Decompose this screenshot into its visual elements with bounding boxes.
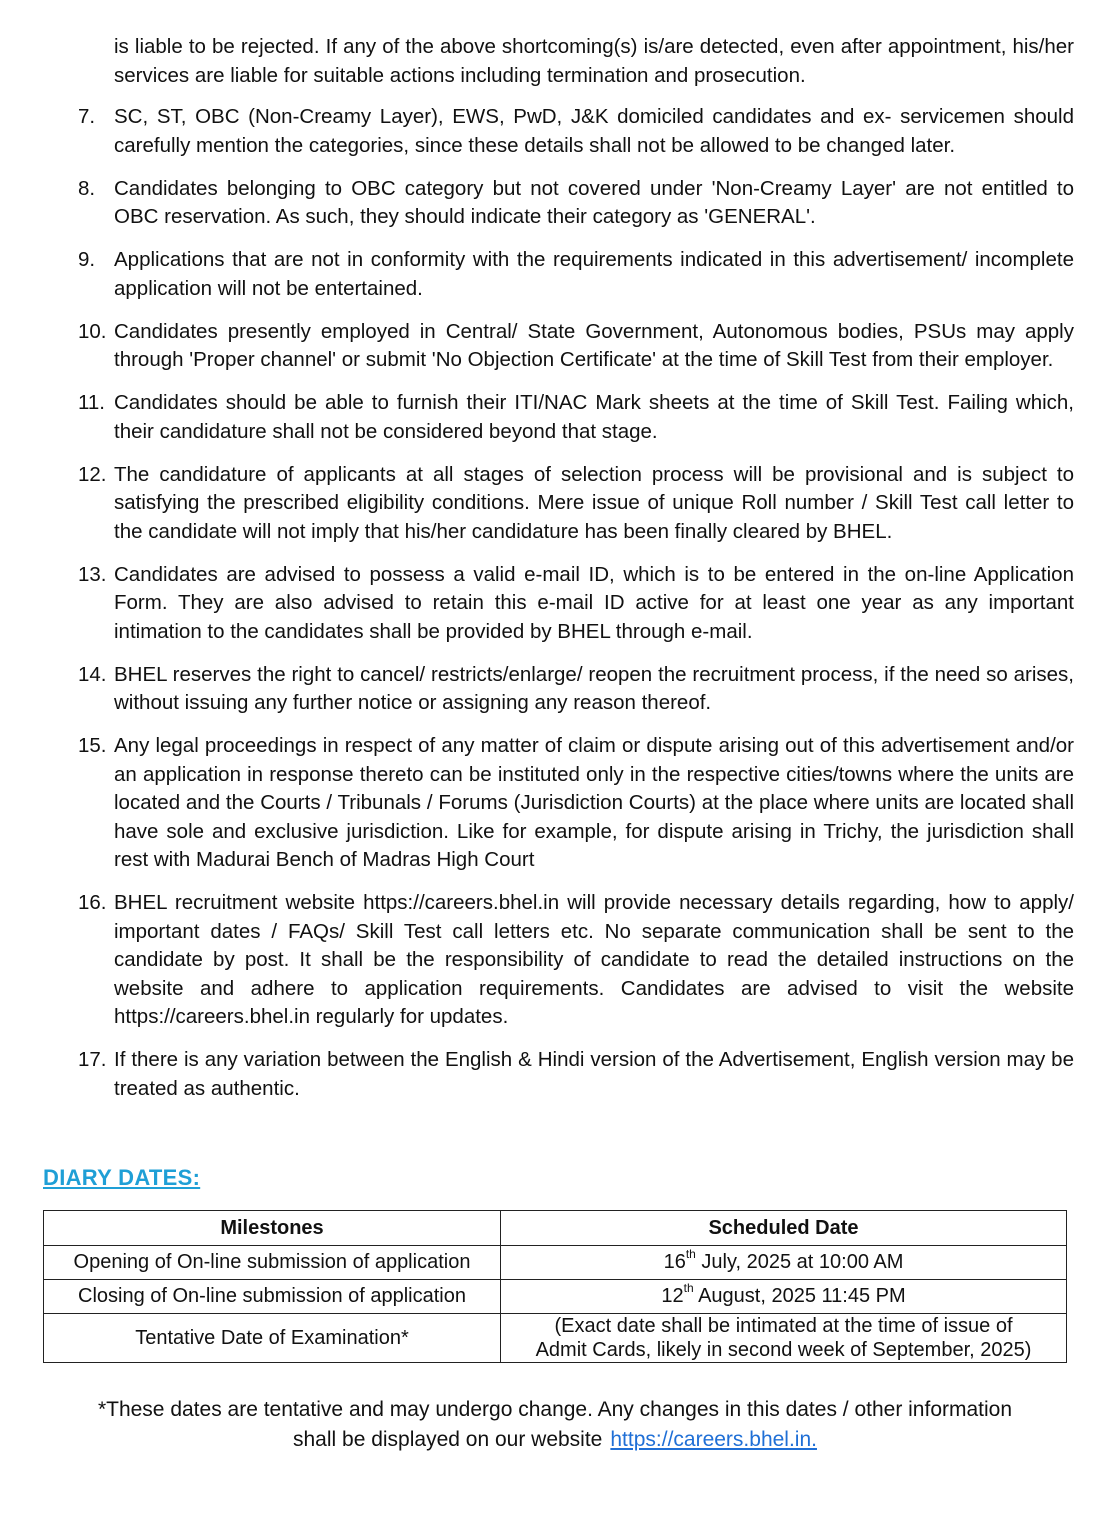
item-text: If there is any variation between the English & Hindi version of the Advertisement, English version may be treated as authentic.: [114, 1048, 1074, 1100]
item-text: BHEL reserves the right to cancel/ restricts/enlarge/ reopen the recruitment process, if the need so arises, without issuing any further notice or assigning any reason thereof.: [114, 662, 1074, 714]
intro-paragraph: is liable to be rejected. If any of the above shortcoming(s) is/are detected, even after appointment, his/her services are liable for suitable actions including termination and prosecution.: [114, 35, 1074, 87]
item-number: 16.: [78, 891, 107, 914]
date-day: 16: [663, 1251, 686, 1273]
table-row: [44, 1314, 1067, 1363]
item-text: BHEL recruitment website https://careers.bhel.in will provide necessary details regarding, how to apply/ important dates / FAQs/ Skill Test call letters etc. No separate communication shall be sent to the candidate by post. It shall be the responsibility of candidate to read the detailed instructions on the website and adhere to application requirements. Candidates are advised to visit the website https://careers.bhel.in regularly for updates.: [114, 891, 1074, 1028]
item-text: Applications that are not in conformity with the requirements indicated in this advertisement/ incomplete application will not be entertained.: [114, 248, 1074, 300]
table-row: [44, 1246, 1067, 1280]
date-cell: [501, 1314, 1067, 1363]
footnote: [43, 1395, 1067, 1455]
item-text: Candidates belonging to OBC category but not covered under 'Non-Creamy Layer' are not entitled to OBC reservation. As such, they should indicate their category as 'GENERAL'.: [114, 176, 1074, 228]
date-rest: August, 2025 11:45 PM: [693, 1285, 906, 1307]
list-item: [78, 318, 1074, 375]
item-text: The candidature of applicants at all stages of selection process will be provisional and is subject to satisfying the prescribed eligibility conditions. Mere issue of unique Roll number / Skill Test call letter to the candidate will not imply that his/her candidature has been finally cleared by BHEL.: [114, 462, 1074, 543]
website-link[interactable]: https://careers.bhel.in.: [610, 1428, 817, 1451]
milestone-cell: Tentative Date of Examination*: [44, 1314, 501, 1363]
table-row: [44, 1280, 1067, 1314]
scheduled-date-header: Scheduled Date: [501, 1211, 1067, 1246]
table-header-row: [44, 1211, 1067, 1246]
item-text: Candidates are advised to possess a valid e-mail ID, which is to be entered in the on-line Application Form. They are also advised to retain this e-mail ID active for at least one year as any important intimation to the candidates shall be provided by BHEL through e-mail.: [114, 562, 1074, 643]
date-cell: [501, 1246, 1067, 1280]
footnote-line: *These dates are tentative and may undergo change. Any changes in this dates / other information: [97, 1398, 1013, 1421]
date-line: Admit Cards, likely in second week of September, 2025): [535, 1339, 1032, 1361]
item-number: 12.: [78, 462, 107, 486]
date-ordinal: th: [683, 1281, 694, 1296]
list-item: [78, 389, 1074, 446]
list-item: [78, 661, 1074, 718]
list-item: [78, 561, 1074, 647]
milestone-cell: Closing of On-line submission of application: [44, 1280, 501, 1314]
list-item: [78, 246, 1074, 303]
item-number: 14.: [78, 662, 107, 686]
date-cell: [501, 1280, 1067, 1314]
item-text: SC, ST, OBC (Non-Creamy Layer), EWS, PwD, J&K domiciled candidates and ex- servicemen should carefully mention the categories, since these details shall not be allowed to be changed later.: [114, 105, 1074, 157]
item-number: 8.: [78, 176, 96, 200]
item-number: 11.: [78, 391, 105, 414]
item-number: 10.: [78, 319, 107, 343]
list-item: [78, 732, 1074, 875]
date-line: (Exact date shall be intimated at the time of issue of: [554, 1315, 1013, 1337]
item-number: 15.: [78, 734, 107, 757]
date-ordinal: th: [685, 1247, 696, 1262]
item-number: 13.: [78, 562, 107, 586]
item-number: 7.: [78, 105, 96, 128]
footnote-text: shall be displayed on our website: [293, 1428, 603, 1451]
diary-dates-table: [43, 1210, 1067, 1363]
item-number: 17.: [78, 1048, 107, 1071]
list-item: [78, 1046, 1074, 1103]
milestone-cell: Opening of On-line submission of application: [44, 1246, 501, 1280]
instructions-list: [0, 103, 1105, 1118]
list-item: [78, 461, 1074, 547]
item-text: Any legal proceedings in respect of any matter of claim or dispute arising out of this advertisement and/or an application in response thereto can be instituted only in the respective cities/towns where the units are located and the Courts / Tribunals / Forums (Jurisdiction Courts) at the place where units are located shall have sole and exclusive jurisdiction. Like for example, for dispute arising in Trichy, the jurisdiction shall rest with Madurai Bench of Madras High Court: [114, 734, 1074, 871]
diary-dates-heading: DIARY DATES:: [43, 1165, 201, 1190]
item-text: Candidates should be able to furnish their ITI/NAC Mark sheets at the time of Skill Test. Failing which, their candidature shall not be considered beyond that stage.: [114, 391, 1074, 443]
footnote-line: [43, 1425, 1067, 1455]
date-rest: July, 2025 at 10:00 AM: [695, 1251, 904, 1273]
date-day: 12: [661, 1285, 684, 1307]
list-item: [78, 175, 1074, 232]
item-number: 9.: [78, 248, 96, 271]
milestones-header: Milestones: [44, 1211, 501, 1246]
list-item: [78, 103, 1074, 160]
list-item: [78, 889, 1074, 1032]
item-text: Candidates presently employed in Central/ State Government, Autonomous bodies, PSUs may apply through 'Proper channel' or submit 'No Objection Certificate' at the time of Skill Test from their employer.: [114, 319, 1074, 371]
